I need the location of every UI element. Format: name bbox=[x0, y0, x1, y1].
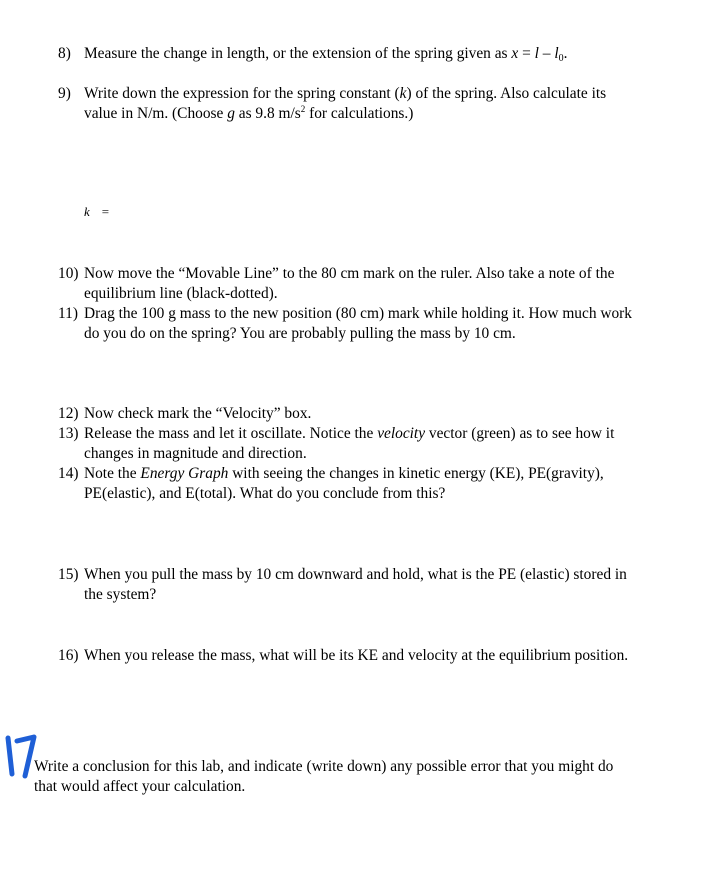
question-text: Drag the 100 g mass to the new position (80 cm) mark while holding it. How much work do you do on the spring? You are probably pulling the mass by 10 cm. bbox=[84, 305, 632, 342]
question-text: Write down the expression for the spring constant (k) of the spring. Also calculate its value in N/m. (Choose g as 9.8 $m/s^2$ for calculations.) bbox=[84, 85, 607, 122]
question-number: 13) bbox=[58, 425, 79, 442]
question-number: 16) bbox=[58, 647, 79, 664]
question-text: When you pull the mass by 10 cm downward and hold, what is the PE (elastic) stored in the system? bbox=[84, 566, 627, 603]
question-number: 14) bbox=[58, 465, 79, 482]
question-text: Now move the “Movable Line” to the 80 cm mark on the ruler. Also take a note of the equilibrium line (black-dotted). bbox=[84, 265, 615, 302]
formula-l0: l bbox=[554, 45, 559, 62]
question-text: Measure the change in length, or the extension of the spring given as $x = l - l_0$. bbox=[84, 45, 568, 64]
question-text: Write a conclusion for this lab, and indicate (write down) any possible error that you might do that would affect your calculation. bbox=[34, 758, 614, 795]
question-number: 10) bbox=[58, 265, 79, 282]
equals-sign: = bbox=[101, 204, 110, 219]
question-text: When you release the mass, what will be its KE and velocity at the equilibrium position. bbox=[84, 647, 629, 664]
k-symbol: k bbox=[84, 204, 90, 219]
formula-subscript: 0 bbox=[558, 53, 564, 64]
question-text: Now check mark the “Velocity” box. bbox=[84, 405, 312, 422]
spring-constant-equation bbox=[84, 202, 109, 222]
question-text: Release the mass and let it oscillate. Notice the velocity vector (green) as to see how it changes in magnitude and direction. bbox=[84, 425, 615, 462]
formula-l: l bbox=[534, 45, 539, 62]
question-number: 11) bbox=[58, 305, 78, 322]
question-number: 15) bbox=[58, 566, 79, 583]
question-number: 9) bbox=[58, 85, 71, 102]
formula-x: x bbox=[511, 45, 519, 62]
question-text: Note the Energy Graph with seeing the changes in kinetic energy (KE), PE(gravity), PE(elastic), and E(total). What do you conclude from this? bbox=[84, 465, 604, 502]
question-number: 8) bbox=[58, 45, 71, 62]
question-number: 12) bbox=[58, 405, 79, 422]
